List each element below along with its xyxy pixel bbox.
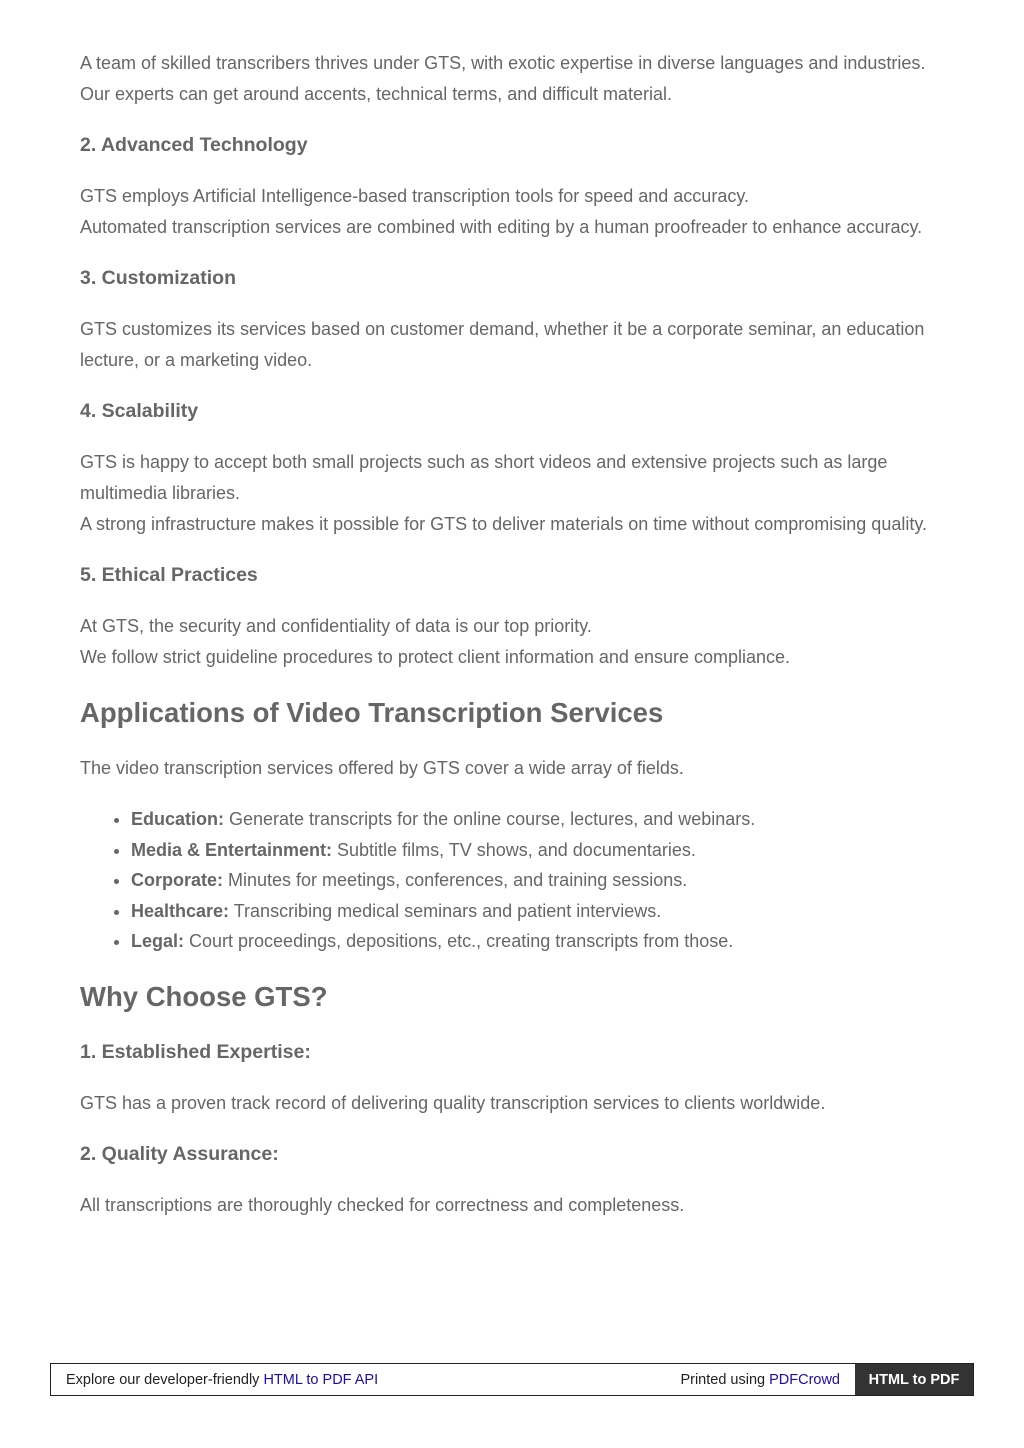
why-subheading-expertise: 1. Established Expertise:	[80, 1040, 311, 1063]
applications-heading: Applications of Video Transcription Services	[80, 697, 664, 728]
list-item	[131, 835, 950, 866]
paragraph-line: We follow strict guideline procedures to protect client information and ensure compliance.	[80, 647, 791, 667]
paragraph-line: A strong infrastructure makes it possible for GTS to deliver materials on time without compromising quality.	[80, 514, 928, 534]
intro-line-1: A team of skilled transcribers thrives under GTS, with exotic expertise in diverse languages and industries.	[80, 53, 926, 73]
list-item	[131, 926, 950, 957]
intro-line-2: Our experts can get around accents, technical terms, and difficult material.	[80, 84, 672, 104]
html-to-pdf-api-link[interactable]: HTML to PDF API	[263, 1371, 379, 1388]
html-to-pdf-button[interactable]: HTML to PDF	[855, 1364, 973, 1395]
footer-printed-text: Printed using	[680, 1371, 766, 1388]
applications-list	[80, 804, 950, 957]
why-text-quality: All transcriptions are thoroughly checked for correctness and completeness.	[80, 1194, 685, 1215]
list-item-text: Transcribing medical seminars and patient interviews.	[229, 900, 662, 921]
section-body-customization	[80, 314, 950, 376]
paragraph-line: GTS customizes its services based on customer demand, whether it be a corporate seminar, an education lecture, or a marketing video.	[80, 319, 925, 370]
document-body	[80, 48, 950, 1241]
section-heading-advanced-technology: 2. Advanced Technology	[80, 134, 308, 156]
list-item	[131, 896, 950, 927]
list-item-label: Education:	[131, 809, 224, 829]
pdfcrowd-link[interactable]: PDFCrowd	[769, 1371, 840, 1388]
list-item-text: Minutes for meetings, conferences, and training sessions.	[223, 870, 688, 890]
applications-intro: The video transcription services offered by GTS cover a wide array of fields.	[80, 758, 684, 778]
footer-explore-text: Explore our developer-friendly	[66, 1371, 260, 1388]
list-item-label: Healthcare:	[131, 900, 230, 921]
footer-explore	[51, 1364, 680, 1395]
why-subheading-quality: 2. Quality Assurance:	[80, 1142, 279, 1165]
list-item-label: Corporate:	[131, 870, 224, 890]
list-item-text: Court proceedings, depositions, etc., creating transcripts from those.	[184, 931, 734, 951]
list-item	[131, 865, 950, 896]
list-item	[131, 804, 950, 835]
footer-printed	[680, 1364, 855, 1395]
list-item-label: Legal:	[131, 931, 185, 951]
why-choose-heading: Why Choose GTS?	[80, 980, 328, 1012]
paragraph-line: At GTS, the security and confidentiality of data is our top priority.	[80, 616, 592, 636]
section-heading-ethical-practices: 5. Ethical Practices	[80, 564, 258, 586]
section-heading-scalability: 4. Scalability	[80, 400, 199, 422]
list-item-text: Generate transcripts for the online course, lectures, and webinars.	[224, 809, 756, 829]
section-body-ethical-practices	[80, 611, 950, 673]
section-body-advanced-technology	[80, 181, 950, 243]
paragraph-line: GTS employs Artificial Intelligence-based transcription tools for speed and accuracy.	[80, 186, 749, 206]
list-item-text: Subtitle films, TV shows, and documentaries.	[332, 839, 696, 860]
section-body-scalability	[80, 447, 950, 540]
why-text-expertise: GTS has a proven track record of delivering quality transcription services to clients worldwide.	[80, 1092, 826, 1113]
paragraph-line: Automated transcription services are combined with editing by a human proofreader to enhance accuracy.	[80, 217, 923, 237]
paragraph-line: GTS is happy to accept both small projects such as short videos and extensive projects such as large multimedia libraries.	[80, 452, 888, 503]
pdfcrowd-footer	[50, 1363, 974, 1396]
intro-paragraph	[80, 48, 950, 110]
section-heading-customization: 3. Customization	[80, 267, 237, 289]
list-item-label: Media & Entertainment:	[131, 839, 333, 860]
